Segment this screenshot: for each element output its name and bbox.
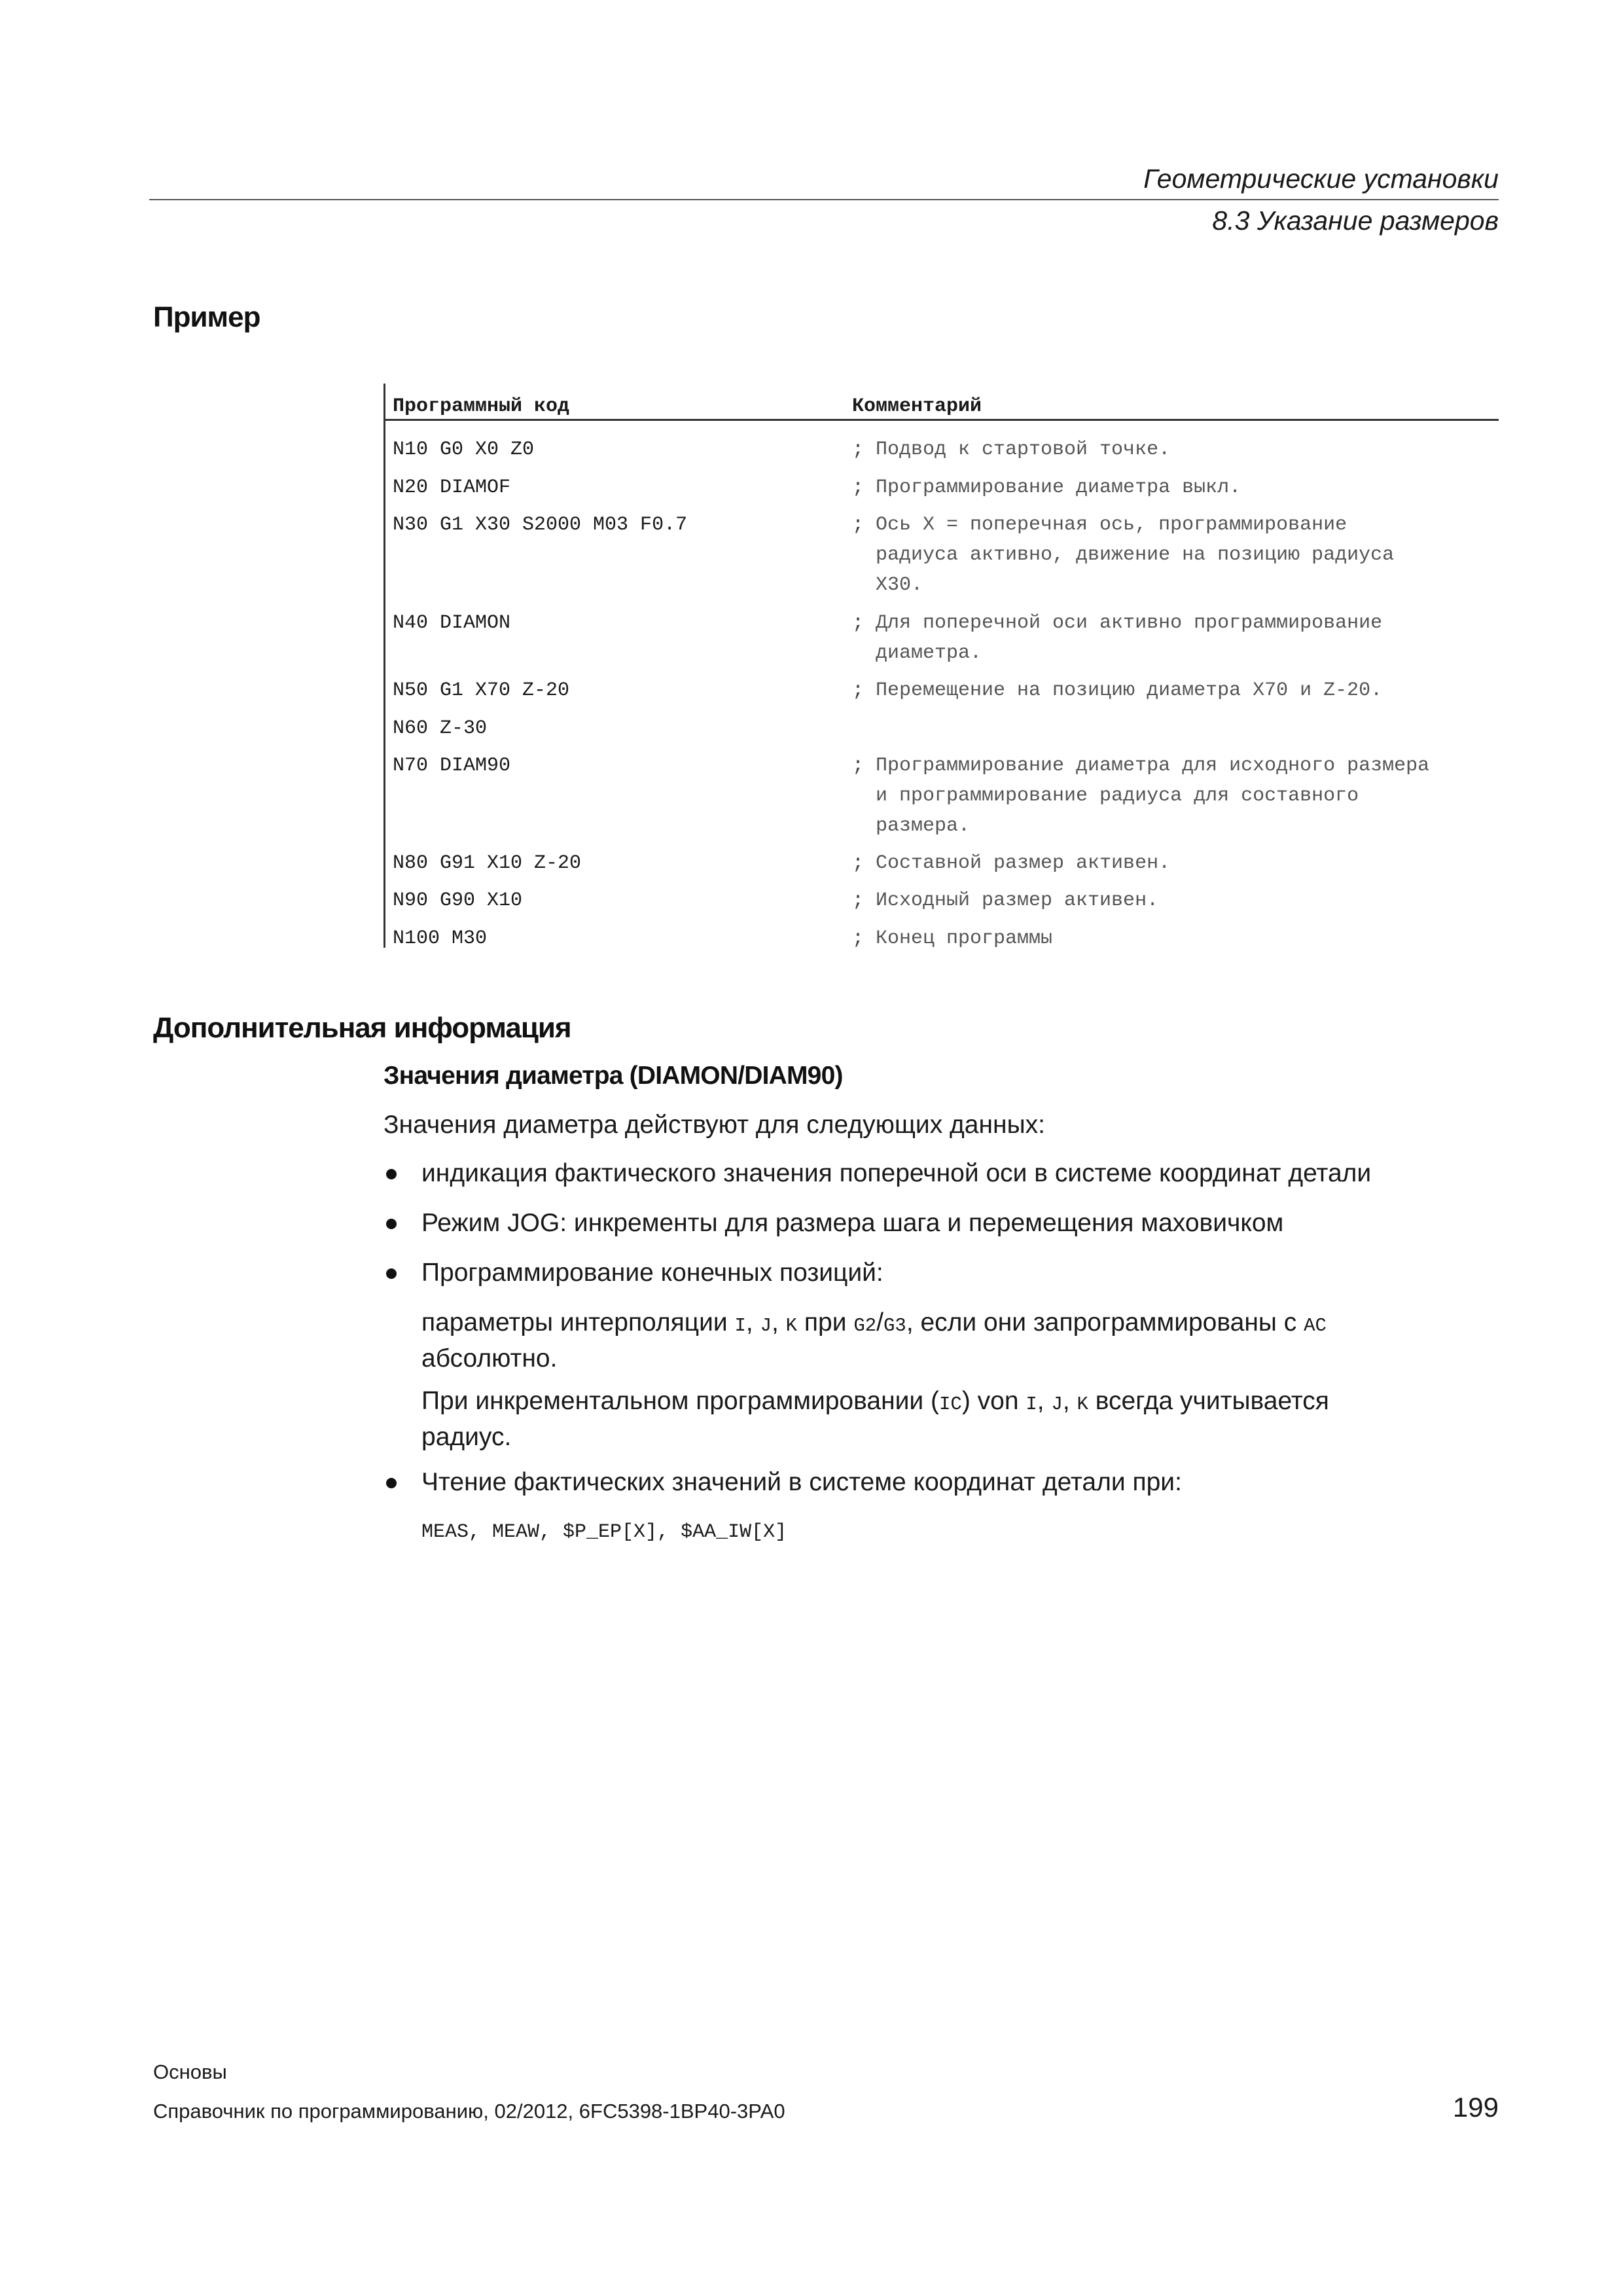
text-fragment: всегда учитывается [1088, 1387, 1329, 1415]
code-table [383, 384, 1499, 948]
column-header-comment: Комментарий [852, 395, 982, 418]
incremental-paragraph [421, 1385, 1442, 1454]
code-cell: N10 G0 X0 Z0 [393, 439, 535, 461]
comment-marker: ; [852, 612, 865, 634]
text-fragment: , [745, 1308, 760, 1336]
column-header-code: Программный код [393, 395, 570, 418]
comment-cell: Перемещение на позицию диаметра X70 и Z-20. [876, 679, 1383, 702]
bullet-icon [386, 1169, 397, 1179]
comment-cell: Составной размер активен. [876, 852, 1171, 874]
extra-info-heading: Дополнительная информация [153, 1012, 571, 1044]
code-cell: N20 DIAMOF [393, 476, 511, 499]
code-cell: N80 G91 X10 Z-20 [393, 852, 582, 874]
code-cell: N40 DIAMON [393, 612, 511, 634]
command-g3: G3 [883, 1315, 906, 1336]
section-title: Геометрические установки [1143, 164, 1499, 194]
param-j: J [1051, 1393, 1063, 1415]
param-k: K [785, 1315, 798, 1336]
comment-cell: Ось X = поперечная ось, программирование радиуса активно, движение на позицию радиуса X30. [876, 514, 1395, 596]
param-k: K [1077, 1393, 1088, 1415]
example-heading: Пример [153, 301, 260, 333]
footer-book-title: Основы [153, 2060, 227, 2083]
bullet-icon [386, 1478, 397, 1488]
comment-cell: Подвод к стартовой точке. [876, 439, 1171, 461]
bullet-item: Программирование конечных позиций: [421, 1259, 883, 1287]
comment-cell: Исходный размер активен. [876, 889, 1159, 912]
comment-marker: ; [852, 852, 865, 874]
comment-marker: ; [852, 679, 865, 702]
diameter-intro: Значения диаметра действуют для следующих данных: [383, 1111, 1045, 1139]
table-header-divider [383, 419, 1499, 421]
param-i: I [1026, 1393, 1037, 1415]
text-fragment: / [876, 1308, 883, 1336]
subsection-title: 8.3 Указание размеров [1212, 206, 1499, 236]
code-cell: N90 G90 X10 [393, 889, 523, 912]
code-cell: N50 G1 X70 Z-20 [393, 679, 570, 702]
comment-marker: ; [852, 889, 865, 912]
comment-cell: Программирование диаметра выкл. [876, 476, 1241, 499]
code-cell: N60 Z-30 [393, 717, 488, 740]
comment-cell: Конец программы [876, 927, 1053, 950]
bullet-icon [386, 1219, 397, 1229]
text-fragment: радиус. [421, 1423, 512, 1451]
comment-marker: ; [852, 755, 865, 777]
comment-marker: ; [852, 439, 865, 461]
page-number: 199 [1452, 2092, 1499, 2123]
param-j: J [760, 1315, 772, 1336]
measurement-commands: MEAS, MEAW, $P_EP[X], $AA_IW[X] [421, 1521, 787, 1543]
code-cell: N30 G1 X30 S2000 M03 F0.7 [393, 514, 688, 536]
text-fragment: параметры интерполяции [421, 1308, 735, 1336]
text-fragment: при [797, 1308, 854, 1336]
interpolation-paragraph [421, 1306, 1442, 1375]
text-fragment: , если они запрограммированы с [906, 1308, 1304, 1336]
comment-marker: ; [852, 927, 865, 950]
code-cell: N100 M30 [393, 927, 488, 950]
footer-publication: Справочник по программированию, 02/2012, 6FC5398-1BP40-3PA0 [153, 2100, 785, 2123]
bullet-item: Режим JOG: инкременты для размера шага и перемещения маховичком [421, 1209, 1284, 1237]
comment-cell: Программирование диаметра для исходного размера и программирование радиуса для составного размера. [876, 755, 1430, 837]
header-divider [149, 199, 1499, 200]
text-fragment: , [772, 1308, 786, 1336]
param-i: I [734, 1315, 746, 1336]
text-fragment: , [1062, 1387, 1077, 1415]
command-ac: AC [1304, 1315, 1327, 1336]
text-fragment: абсолютно. [421, 1344, 558, 1372]
bullet-icon [386, 1268, 397, 1279]
code-cell: N70 DIAM90 [393, 755, 511, 777]
comment-marker: ; [852, 514, 865, 536]
table-left-border [383, 384, 385, 948]
comment-cell: Для поперечной оси активно программирование диаметра. [876, 612, 1383, 664]
comment-marker: ; [852, 476, 865, 499]
text-fragment: , [1037, 1387, 1052, 1415]
command-g2: G2 [853, 1315, 877, 1336]
bullet-item: Чтение фактических значений в системе координат детали при: [421, 1468, 1182, 1496]
text-fragment: ) von [961, 1387, 1026, 1415]
bullet-item: индикация фактического значения поперечной оси в системе координат детали [421, 1159, 1372, 1187]
text-fragment: При инкрементальном программировании ( [421, 1387, 940, 1415]
diameter-values-heading: Значения диаметра (DIAMON/DIAM90) [383, 1062, 843, 1090]
command-ic: IC [939, 1393, 962, 1415]
